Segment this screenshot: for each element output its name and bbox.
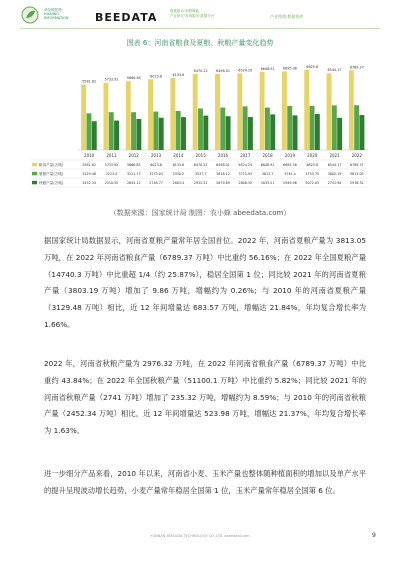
table-cell-0-12: 6789.37: [350, 163, 364, 167]
bar-total-2016: [215, 74, 220, 150]
bar-autumn-2010: [92, 121, 97, 150]
table-cell-0-8: 6648.91: [260, 163, 275, 167]
table-cell-0-4: 6133.6: [172, 163, 185, 167]
x-tick-2021: 2021: [329, 153, 340, 158]
table-cell-1-0: 3129.48: [82, 172, 96, 176]
bar-total-2010: [81, 85, 86, 150]
table-cell-1-11: 3802.19: [327, 172, 342, 176]
bar-summer-2021: [332, 105, 337, 150]
bar-total-2017: [237, 73, 242, 150]
grain-output-chart: [30, 52, 370, 202]
table-cell-0-2: 5866.85: [126, 163, 141, 167]
x-tick-2010: 2010: [84, 153, 95, 158]
bar-autumn-2014: [181, 117, 186, 150]
leaf-logo-icon: [20, 6, 40, 24]
x-tick-2019: 2019: [284, 153, 296, 158]
logo-line-2: HUAJING INFORMATION: [44, 12, 69, 20]
table-cell-2-8: 3035.21: [260, 181, 275, 185]
table-cell-0-1: 5733.92: [104, 163, 119, 167]
legend-label-2: 秋粮产量(万吨): [39, 181, 64, 185]
page-footer: YUNNAN BEEDATA TECHNOLOGY CO.,LTD. abeedata.com: [150, 534, 250, 538]
legend-label-0: 粮食产量(万吨): [39, 163, 64, 167]
bar-autumn-2016: [226, 116, 231, 150]
bar-summer-2011: [109, 112, 114, 150]
table-cell-2-9: 2949.96: [283, 181, 297, 185]
table-cell-1-8: 3613.7: [261, 172, 274, 176]
beedata-logo: BEEDATA: [95, 11, 158, 24]
legend-label-1: 夏粮产量(万吨): [39, 172, 64, 176]
x-tick-2015: 2015: [195, 153, 206, 158]
bar-autumn-2011: [114, 121, 119, 150]
legend-swatch-2: [32, 181, 37, 185]
bar-total-2018: [260, 72, 265, 150]
table-cell-1-12: 3813.05: [350, 172, 364, 176]
data-label-2020: 6825.8: [306, 64, 319, 69]
table-cell-0-7: 6524.25: [238, 163, 253, 167]
bar-total-2012: [126, 81, 131, 150]
bar-autumn-2022: [360, 115, 365, 150]
table-cell-2-4: 2803.4: [172, 181, 185, 185]
data-label-2017: 6524.25: [238, 68, 253, 73]
bar-total-2014: [170, 78, 175, 150]
data-label-2018: 6648.91: [260, 66, 275, 71]
table-cell-2-3: 2748.77: [149, 181, 163, 185]
bar-autumn-2021: [337, 118, 342, 150]
bar-summer-2010: [86, 113, 91, 150]
table-cell-0-6: 6498.01: [216, 163, 230, 167]
table-cell-2-1: 2510.52: [104, 181, 119, 185]
x-tick-2018: 2018: [262, 153, 273, 158]
bar-total-2022: [349, 70, 354, 150]
logo-small-text: [44, 8, 84, 20]
logo-subtitle: [170, 9, 235, 19]
table-cell-1-7: 3715.93: [238, 172, 253, 176]
table-cell-1-4: 3330.2: [172, 172, 185, 176]
chart-container: [30, 52, 370, 202]
table-cell-1-1: 3223.4: [105, 172, 118, 176]
bar-total-2021: [327, 73, 332, 150]
table-cell-2-12: 2976.32: [350, 181, 364, 185]
x-tick-2022: 2022: [351, 153, 362, 158]
table-cell-2-5: 2932.52: [193, 181, 208, 185]
bar-autumn-2012: [136, 119, 141, 150]
bar-summer-2015: [198, 108, 203, 150]
x-tick-2020: 2020: [307, 153, 318, 158]
table-cell-0-9: 6695.36: [283, 163, 297, 167]
x-tick-2016: 2016: [217, 153, 229, 158]
x-tick-2012: 2012: [128, 153, 139, 158]
data-label-2015: 6470.22: [193, 69, 208, 74]
bar-autumn-2019: [293, 115, 298, 150]
bar-total-2019: [282, 71, 287, 150]
logo-subline-1: 数据驱动·洞察赋能: [170, 9, 200, 13]
table-cell-0-3: 6023.8: [150, 163, 162, 167]
bar-summer-2012: [131, 112, 136, 150]
bar-summer-2013: [153, 112, 158, 150]
chart-title: 图表 6：河南省粮食及夏粮、秋粮产量变化趋势: [126, 39, 274, 47]
bar-summer-2017: [243, 106, 248, 150]
table-cell-0-11: 6544.17: [327, 163, 342, 167]
table-cell-0-5: 6470.22: [193, 163, 208, 167]
page-number: 9: [372, 532, 376, 539]
table-cell-2-7: 2808.32: [238, 181, 253, 185]
data-label-2022: 6789.37: [349, 65, 364, 70]
table-cell-0-10: 6825.8: [306, 163, 319, 167]
x-tick-2017: 2017: [240, 153, 251, 158]
paragraph-products: 进一步细分产品来看，2010 年以来，河南省小麦、玉米产量也整体随种植面积的增加以及单产水平的提升呈现波动增长趋势，小麦产量常年稳居全国第 1 位，玉米产量常年稳居全国第 6 位。: [44, 469, 366, 495]
table-cell-1-2: 3221.73: [126, 172, 141, 176]
data-label-2011: 5733.92: [104, 77, 119, 82]
bar-autumn-2015: [203, 116, 208, 150]
header-divider: [20, 28, 380, 29]
legend-swatch-0: [32, 163, 37, 167]
data-label-2012: 5866.85: [126, 76, 141, 81]
header-tagline: 产业图谱 数据智库: [270, 14, 304, 19]
bar-summer-2022: [354, 105, 359, 150]
bar-autumn-2018: [270, 114, 275, 150]
table-cell-1-10: 3753.75: [305, 172, 320, 176]
table-cell-0-0: 5581.82: [82, 163, 96, 167]
x-tick-2014: 2014: [173, 153, 184, 158]
bar-summer-2018: [265, 108, 270, 150]
bar-total-2013: [148, 79, 153, 150]
bar-summer-2020: [310, 106, 315, 150]
bar-summer-2019: [287, 106, 292, 150]
table-cell-2-10: 3072.05: [305, 181, 320, 185]
paragraph-summer-grain: 据国家统计局数据显示，河南省夏粮产量常年居全国首位。2022 年，河南省夏粮产量为 3813.05 万吨，在 2022 年河南省粮食产量（6789.37 万吨）中比重约 56.16%；在 2022 年全国夏粮产量（14740.3 万吨）中比重超 1/4（约 25.87%），稳居全国第 1 位；同比较 2021 年的河南省夏粮产量（3803.19 万吨）增加了 9.86 万吨，增幅约为 0.26%；与 2010 年的河南省夏粮产量（3129.48 万吨）相比，近 12 年间增量达 683.57 万吨，增幅达 21.84%，年均复合增长率为 1.66%。: [44, 236, 366, 329]
bar-summer-2014: [176, 111, 181, 150]
table-cell-1-6: 3618.12: [216, 172, 230, 176]
bar-total-2015: [193, 74, 198, 150]
bar-total-2011: [103, 83, 108, 150]
x-tick-2013: 2013: [150, 153, 162, 158]
x-tick-2011: 2011: [106, 153, 117, 158]
logo-line-1: 华经情报网: [44, 8, 62, 12]
bar-autumn-2013: [159, 118, 164, 150]
data-label-2014: 6133.6: [172, 73, 185, 78]
bar-total-2020: [304, 70, 309, 150]
bar-autumn-2017: [248, 117, 253, 150]
table-cell-2-2: 2645.12: [126, 181, 141, 185]
data-label-2016: 6498.01: [215, 68, 231, 73]
page-header: [0, 0, 400, 30]
table-cell-1-9: 3745.4: [284, 172, 296, 176]
data-label-2021: 6544.17: [327, 68, 342, 73]
logo-subline-2: 产业研究·咨询服务·数据平台: [170, 14, 215, 18]
bar-summer-2016: [220, 108, 225, 150]
data-label-2013: 6023.8: [150, 74, 163, 79]
table-cell-2-11: 2741.98: [327, 181, 342, 185]
table-cell-2-6: 2879.89: [216, 181, 230, 185]
data-label-2019: 6695.36: [282, 66, 297, 71]
paragraph-autumn-grain: 2022 年，河南省秋粮产量为 2976.32 万吨，在 2022 年河南省粮食产量（6789.37 万吨）中比重约 43.84%；在 2022 年全国秋粮产量（51100.1 万吨）中比重约 5.82%；同比较 2021 年的河南省秋粮产量（2741 万吨）增加了 235.32 万吨，增幅约为 8.59%；与 2010 年的河南省秋粮产量（2452.34 万吨）相比，近 12 年间增量达 523.98 万吨，增幅达 21.37%，年均复合增长率为 1.63%。: [44, 359, 366, 436]
table-cell-1-5: 3537.7: [194, 172, 207, 176]
table-cell-1-3: 3275.03: [149, 172, 163, 176]
bar-autumn-2020: [315, 114, 320, 150]
data-label-2010: 5581.82: [82, 79, 97, 84]
chart-source: （数据来源：国家统计局 制图：农小蜂 abeedata.com）: [109, 209, 291, 217]
table-cell-2-0: 2452.34: [82, 181, 96, 185]
legend-swatch-1: [32, 172, 37, 176]
